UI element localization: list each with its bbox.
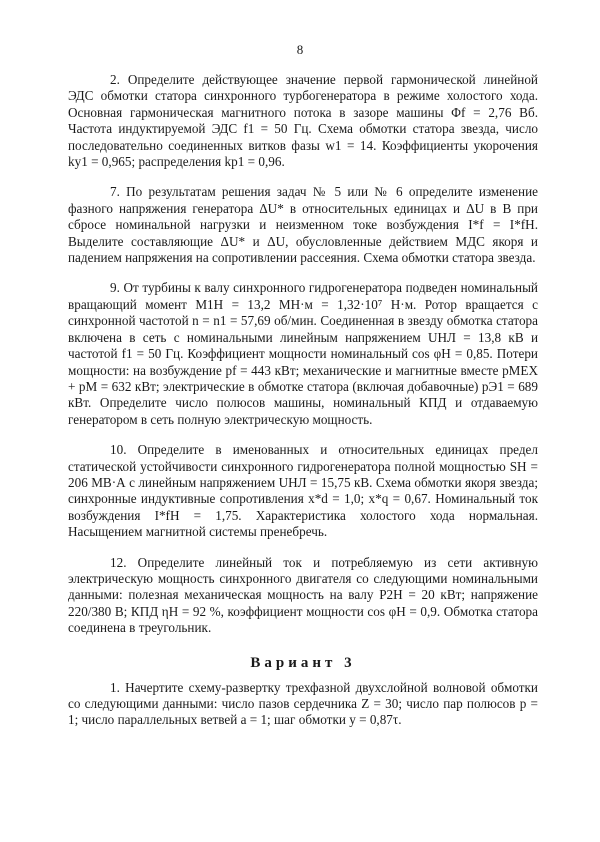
- problem-9-paragraph: 9. От турбины к валу синхронного гидрогенератора подведен номинальный вращающий момент M1Н = 13,2 МН·м = 1,32·10⁷ Н·м. Ротор вращается с синхронной частотой n = n1 = 57,69 об/мин. Соединенная в звезду обмотка статора включена в сеть с номинальными линейным напряжением UНЛ = 13,8 кВ и частотой f1 = 50 Гц. Коэффициент мощности номинальный cos φН = 0,85. Потери мощности: на возбуждение pf = 443 кВт; механические и магнитные вместе pМЕХ + pМ = 632 кВт; электрические в обмотке статора (включая добавочные) pЭ1 = 689 кВт. Определите число полюсов машины, номинальный КПД и отдаваемую генератором в сеть полную электрическую мощность.: [68, 280, 538, 427]
- variant-3-problem-1-paragraph: 1. Начертите схему-развертку трехфазной двухслойной волновой обмотки со следующими данными: число пазов сердечника Z = 30; число пар полюсов p = 1; число параллельных ветвей a = 1; шаг обмотки y = 0,87τ.: [68, 679, 538, 728]
- problem-10-paragraph: 10. Определите в именованных и относительных единицах предел статической устойчивости синхронного гидрогенератора полной мощностью SН = 206 МВ·А с линейным напряжением UНЛ = 15,75 кВ. Схема обмотки якоря звезда; синхронные индуктивные сопротивления x*d = 1,0; x*q = 0,67. Номинальный ток возбуждения I*fН = 1,75. Характеристика холостого хода нормальная. Насыщением магнитной системы пренебречь.: [68, 442, 538, 540]
- problem-7-paragraph: 7. По результатам решения задач № 5 или № 6 определите изменение фазного напряжения генератора ΔU* в относительных единицах и ΔU в В при сбросе номинальной нагрузки и неизменном токе возбуждения I*f = I*fН. Выделите составляющие ΔU* и ΔU, обусловленные действием МДС якоря и падением напряжения на сопротивлении рассеяния. Схема обмотки статора звезда.: [68, 184, 538, 266]
- problem-12-paragraph: 12. Определите линейный ток и потребляемую из сети активную электрическую мощность синхронного двигателя со следующими номинальными данными: полезная механическая мощность на валу P2Н = 20 кВт; напряжение 220/380 В; КПД ηН = 92 %, коэффициент мощности cos φН = 0,9. Обмотка статора соединена в треугольник.: [68, 554, 538, 636]
- problem-2-paragraph: 2. Определите действующее значение первой гармонической линейной ЭДС обмотки статора синхронного турбогенератора в режиме холостого хода. Основная гармоническая магнитного потока в зазоре машины Φf = 2,76 Вб. Частота индуктируемой ЭДС f1 = 50 Гц. Схема обмотки статора звезда, число последовательно соединенных витков фазы w1 = 14. Коэффициенты укорочения ky1 = 0,965; распределения kp1 = 0,96.: [68, 72, 538, 170]
- page-number: 8: [296, 42, 304, 57]
- page-content: [68, 72, 538, 743]
- variant-heading: Вариант 3: [250, 654, 356, 671]
